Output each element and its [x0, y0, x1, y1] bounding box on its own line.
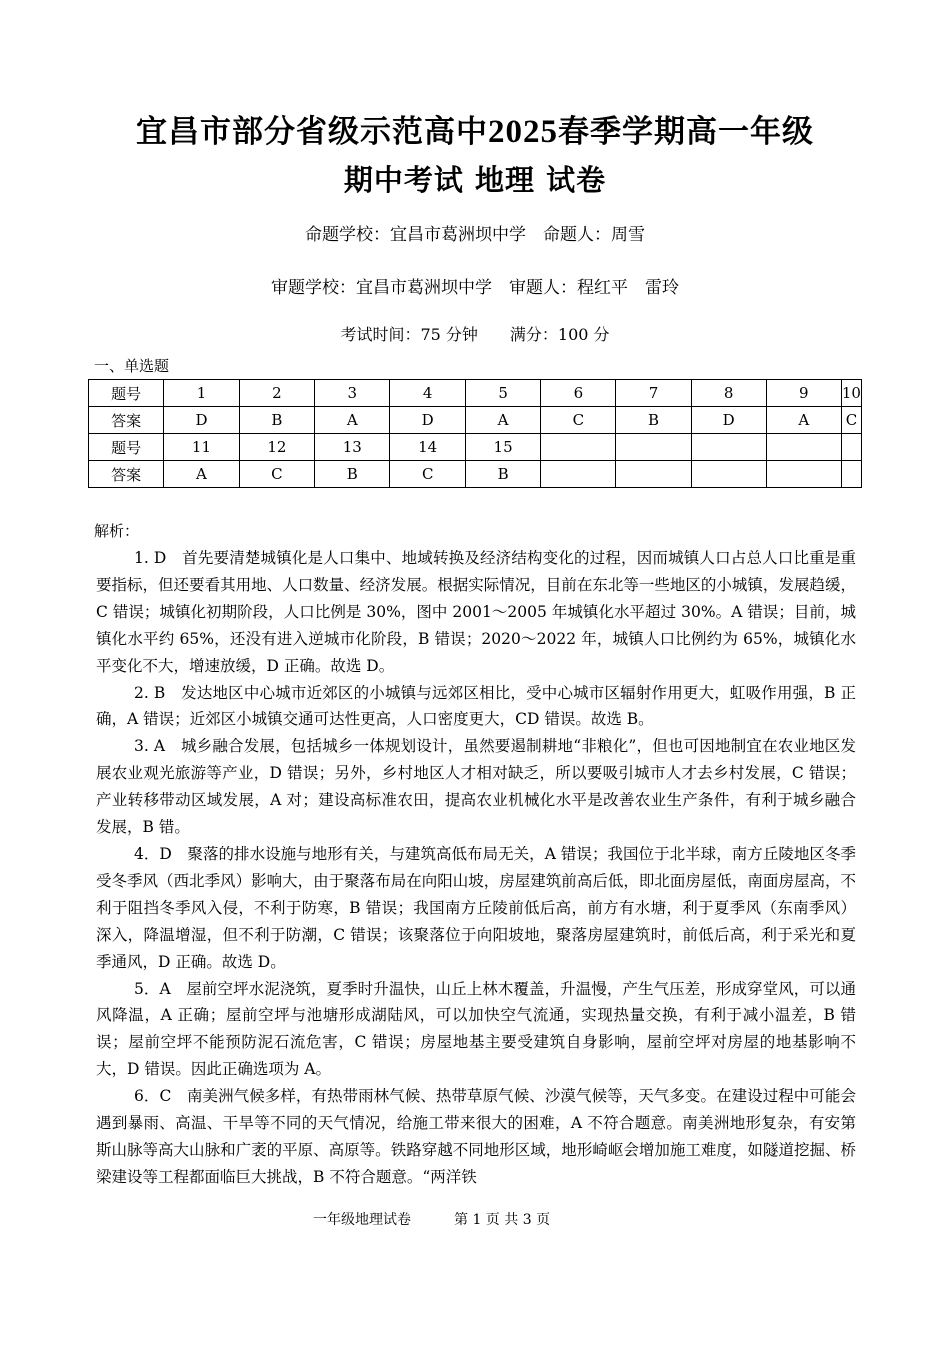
analysis-body — [96, 545, 856, 1191]
footer-page-number: 第 1 页 共 3 页 — [454, 1212, 551, 1228]
table-cell: A — [164, 461, 239, 488]
analysis-paragraph-5: 5．A 屋前空坪水泥浇筑，夏季时升温快，山丘上林木覆盖，升温慢，产生气压差，形成穿堂风，可以通风降温，A 正确；屋前空坪与池塘形成湖陆风，可以加快空气流通，实现热量交换，有利于减小温差，B 错误；屋前空坪不能预防泥石流危害，C 错误；房屋地基主要受建筑自身影响，屋前空坪对房屋的地基影响不大，D 错误。因此正确选项为 A。 — [96, 979, 856, 1079]
reviewer-info: 审题学校：宜昌市葛洲坝中学 审题人：程红平 雷玲 — [271, 278, 679, 298]
exam-title-line1 — [0, 106, 950, 151]
table-row — [89, 461, 862, 488]
exam-info: 考试时间：75 分钟 满分：100 分 — [340, 325, 610, 344]
table-row-header: 题号 — [89, 380, 164, 407]
analysis-paragraph-6: 6．C 南美洲气候多样，有热带雨林气候、热带草原气候、沙漠气候等，天气多变。在建设过程中可能会遇到暴雨、高温、干旱等不同的天气情况，给施工带来很大的困难，A 不符合题意。南美洲地形复杂，有安第斯山脉等高大山脉和广袤的平原、高原等。铁路穿越不同地形区域，地形崎岖会增加施工难度，如隧道挖掘、桥梁建设等工程都面临巨大挑战，B 不符合题意。“两洋铁 — [96, 1087, 856, 1186]
table-cell: C — [239, 461, 314, 488]
title-part1: 宜昌市部分省级示范高中 — [136, 114, 488, 150]
footer-subject: 一年级地理试卷 — [313, 1212, 411, 1228]
table-cell: C — [390, 461, 465, 488]
table-cell: B — [315, 461, 390, 488]
table-row — [89, 434, 862, 461]
table-cell — [691, 461, 766, 488]
analysis-paragraph-3: 3. A 城乡融合发展，包括城乡一体规划设计，虽然要遏制耕地“非粮化”，但也可因地制宜在农业地区发展农业观光旅游等产业，D 错误；另外，乡村地区人才相对缺乏，所以要吸引城市人才去乡村发展，C 错误；产业转移带动区域发展，A 对；建设高标准农田，提高农业机械化水平是改善农业生产条件，有利于城乡融合发展，B 错。 — [96, 737, 856, 837]
table-cell — [616, 461, 691, 488]
table-cell: A — [766, 407, 841, 434]
table-cell — [541, 461, 616, 488]
analysis-paragraph-2: 2. B 发达地区中心城市近郊区的小城镇与远郊区相比，受中心城市区辐射作用更大，虹吸作用强，B 正确，A 错误；近郊区小城镇交通可达性更高，人口密度更大，CD 错误。故选 B。 — [96, 683, 856, 729]
table-row-header: 答案 — [89, 461, 164, 488]
table-row — [89, 407, 862, 434]
title-year: 2025 — [488, 114, 558, 150]
table-cell: 11 — [164, 434, 239, 461]
table-cell: 15 — [465, 434, 540, 461]
table-cell: 5 — [465, 380, 540, 407]
table-cell: 13 — [315, 434, 390, 461]
table-cell — [841, 434, 861, 461]
table-cell: 7 — [616, 380, 691, 407]
table-cell: 6 — [541, 380, 616, 407]
table-cell — [766, 461, 841, 488]
table-cell: 3 — [315, 380, 390, 407]
table-cell: B — [616, 407, 691, 434]
exam-title-line2: 期中考试 地理 试卷 — [343, 163, 607, 197]
table-cell: B — [465, 461, 540, 488]
table-cell — [841, 461, 861, 488]
analysis-paragraph-1: 1. D 首先要清楚城镇化是人口集中、地域转换及经济结构变化的过程，因而城镇人口占总人口比重是重要指标，但还要看其用地、人口数量、经济发展。根据实际情况，目前在东北等一些地区的小城镇，发展趋缓，C 错误；城镇化初期阶段，人口比例是 30%，图中 2001～2005 年城镇化水平超过 30%。A 错误；目前，城镇化水平约 65%，还没有进入逆城市化阶段，B 错误；2020～2022 年，城镇人口比例约为 65%，城镇化水平变化不大，增速放缓，D 正确。故选 D。 — [96, 549, 856, 675]
table-cell: 8 — [691, 380, 766, 407]
table-row-header: 答案 — [89, 407, 164, 434]
answer-table — [88, 379, 862, 488]
proposer-info: 命题学校：宜昌市葛洲坝中学 命题人：周雪 — [305, 225, 645, 245]
table-cell: D — [390, 407, 465, 434]
table-row-header: 题号 — [89, 434, 164, 461]
table-cell — [691, 434, 766, 461]
table-cell: 2 — [239, 380, 314, 407]
table-cell: D — [164, 407, 239, 434]
section-title: 一、单选题 — [94, 357, 170, 375]
table-cell: C — [841, 407, 861, 434]
table-cell: 14 — [390, 434, 465, 461]
table-cell — [541, 434, 616, 461]
title-part2: 春季学期高一年级 — [558, 114, 814, 150]
table-cell: A — [465, 407, 540, 434]
table-cell: A — [315, 407, 390, 434]
table-cell: 9 — [766, 380, 841, 407]
table-cell: 10 — [841, 380, 861, 407]
table-cell: D — [691, 407, 766, 434]
table-cell — [766, 434, 841, 461]
table-cell — [616, 434, 691, 461]
table-cell: 4 — [390, 380, 465, 407]
analysis-label: 解析： — [94, 522, 140, 540]
table-cell: 1 — [164, 380, 239, 407]
table-cell: C — [541, 407, 616, 434]
analysis-paragraph-4: 4．D 聚落的排水设施与地形有关，与建筑高低布局无关，A 错误；我国位于北半球，南方丘陵地区冬季受冬季风（西北季风）影响大，由于聚落布局在向阳山坡，房屋建筑前高后低，即北面房屋低，南面房屋高，不利于阻挡冬季风入侵，不利于防寒，B 错误；我国南方丘陵前低后高，前方有水塘，利于夏季风（东南季风）深入，降温增湿，但不利于防潮，C 错误；该聚落位于向阳坡地，聚落房屋建筑时，前低后高，利于采光和夏季通风，D 正确。故选 D。 — [96, 844, 856, 971]
table-cell: 12 — [239, 434, 314, 461]
table-cell: B — [239, 407, 314, 434]
table-row — [89, 380, 862, 407]
